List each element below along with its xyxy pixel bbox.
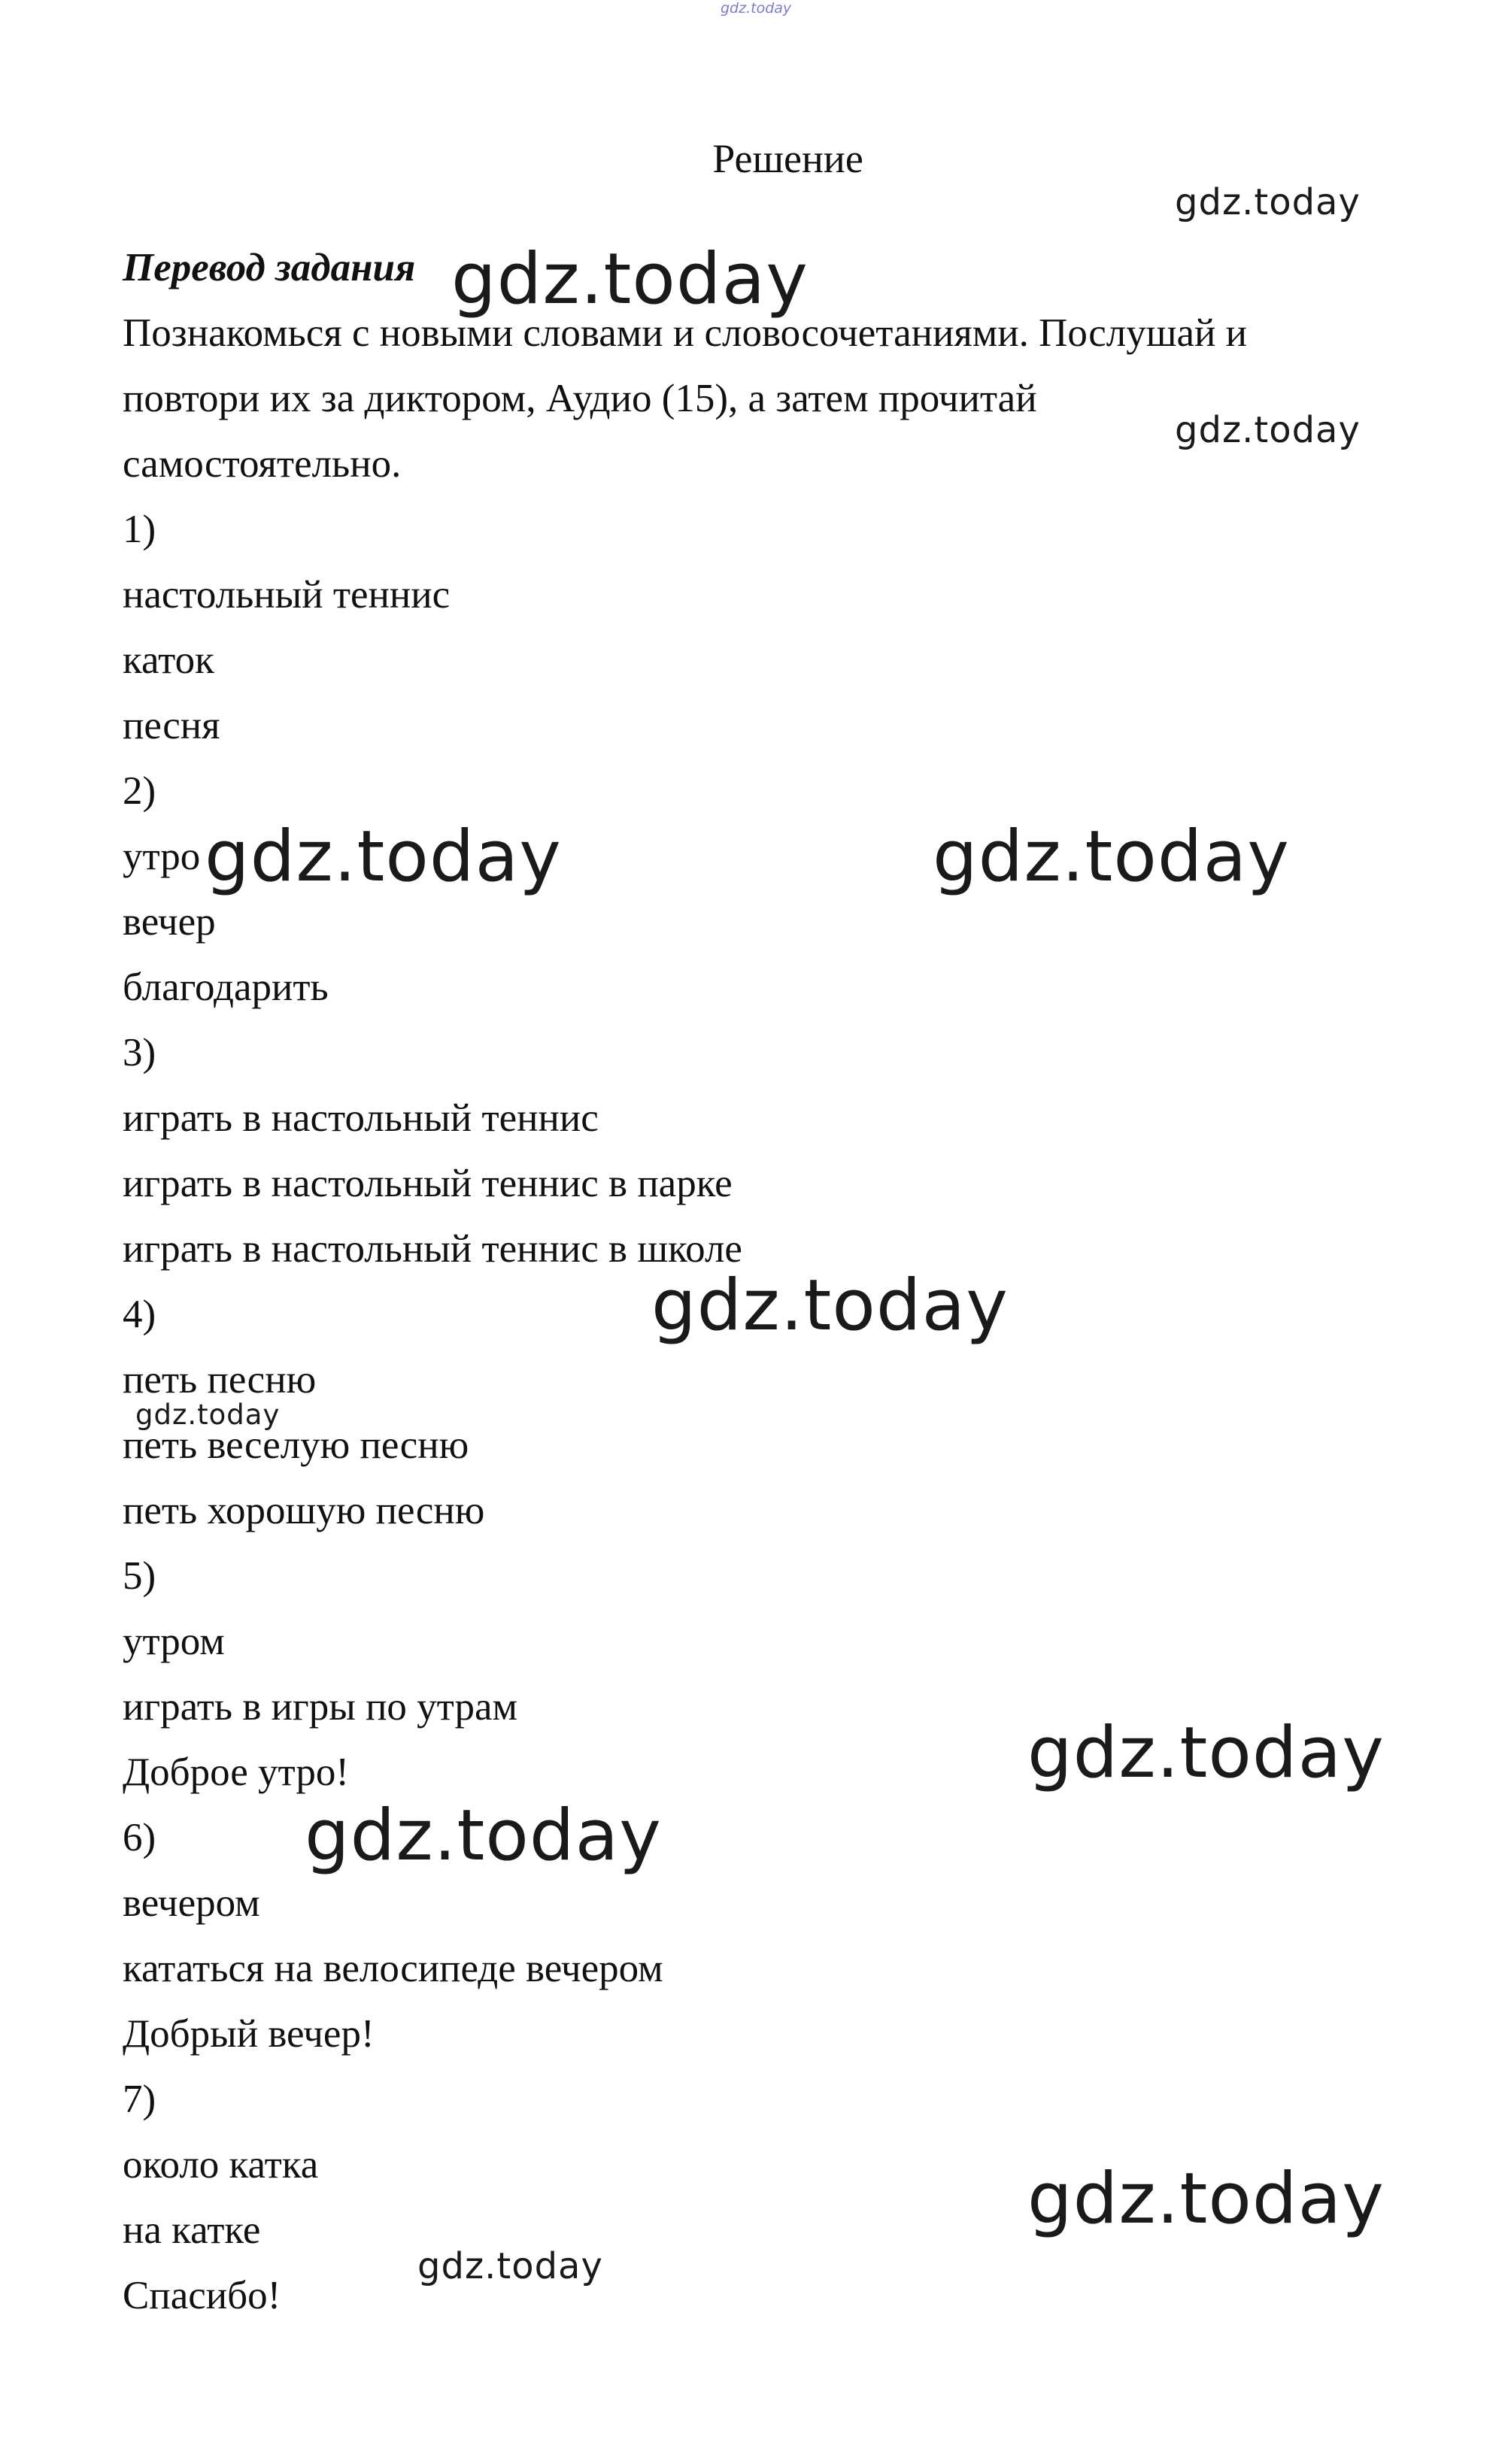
section-heading: Перевод задания	[123, 246, 416, 289]
watermark: gdz.today	[933, 816, 1290, 898]
list-item: утром	[123, 1620, 225, 1663]
list-item: играть в игры по утрам	[123, 1685, 518, 1729]
header-watermark: gdz.today	[721, 0, 792, 17]
list-item: каток	[123, 638, 214, 682]
list-item: 7)	[123, 2078, 156, 2121]
list-item: Доброе утро!	[123, 1750, 349, 1794]
watermark: gdz.today	[451, 238, 809, 320]
list-item: вечером	[123, 1881, 260, 1925]
list-item: 1)	[123, 508, 156, 551]
list-item: 3)	[123, 1031, 156, 1074]
list-item: настольный теннис	[123, 573, 451, 617]
intro-line: самостоятельно.	[123, 442, 402, 486]
list-item: утро	[123, 835, 201, 878]
list-item: петь песню	[123, 1358, 317, 1402]
watermark: gdz.today	[1027, 2158, 1385, 2240]
list-item: играть в настольный теннис в школе	[123, 1227, 742, 1271]
list-item: играть в настольный теннис	[123, 1096, 599, 1140]
list-item: песня	[123, 704, 220, 747]
watermark: gdz.today	[1175, 409, 1361, 451]
list-item: петь хорошую песню	[123, 1489, 485, 1532]
list-item: вечер	[123, 900, 216, 944]
watermark: gdz.today	[1027, 1712, 1385, 1794]
list-item: 6)	[123, 1816, 156, 1859]
list-item: Добрый вечер!	[123, 2012, 375, 2056]
watermark: gdz.today	[651, 1265, 1009, 1347]
list-item: Спасибо!	[123, 2274, 281, 2317]
list-item: 5)	[123, 1554, 156, 1598]
list-item: 2)	[123, 769, 156, 813]
list-item: на катке	[123, 2208, 261, 2252]
list-item: кататься на велосипеде вечером	[123, 1947, 663, 1990]
list-item: 4)	[123, 1293, 156, 1336]
page-title: Решение	[712, 136, 863, 181]
intro-line: повтори их за диктором, Аудио (15), а затем прочитай	[123, 377, 1037, 420]
watermark: gdz.today	[205, 816, 562, 898]
watermark: gdz.today	[1175, 181, 1361, 223]
watermark: gdz.today	[417, 2245, 603, 2287]
list-item: играть в настольный теннис в парке	[123, 1162, 733, 1205]
intro-line: Познакомься с новыми словами и словосочетаниями. Послушай и	[123, 311, 1248, 355]
list-item: петь веселую песню	[123, 1423, 469, 1467]
watermark: gdz.today	[305, 1795, 662, 1877]
watermark: gdz.today	[135, 1399, 281, 1431]
list-item: около катка	[123, 2143, 319, 2187]
list-item: благодарить	[123, 965, 329, 1009]
